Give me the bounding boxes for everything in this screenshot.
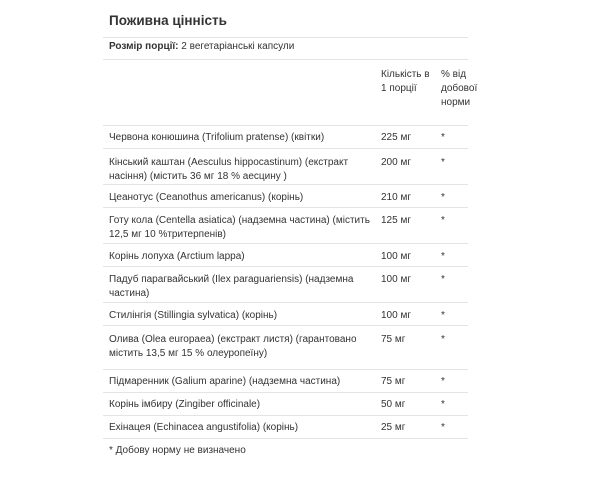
ingredient-rows bbox=[103, 126, 468, 439]
ingredient-amount: 100 мг bbox=[381, 251, 411, 262]
daily-value-column-header: % від добової норми bbox=[441, 69, 478, 108]
ingredient-daily-value: * bbox=[441, 132, 445, 143]
amount-column-header: Кількість в 1 порції bbox=[381, 69, 430, 94]
table-row bbox=[103, 185, 468, 208]
table-row bbox=[103, 126, 468, 149]
ingredient-name: Червона конюшина (Trifolium pratense) (квітки) bbox=[109, 132, 325, 143]
ingredient-daily-value: * bbox=[441, 310, 445, 321]
ingredient-daily-value: * bbox=[441, 192, 445, 203]
ingredient-amount: 100 мг bbox=[381, 310, 411, 321]
ingredient-name: Кінський каштан (Aesculus hippocastinum) (екстракт насіння) (містить 36 мг 18 % аесцину ) bbox=[109, 157, 349, 182]
ingredient-amount: 25 мг bbox=[381, 422, 406, 433]
ingredient-name: Корінь лопуха (Arctium lappa) bbox=[109, 251, 245, 262]
serving-size-row bbox=[103, 38, 468, 60]
ingredient-daily-value: * bbox=[441, 251, 445, 262]
ingredient-daily-value: * bbox=[441, 399, 445, 410]
table-row bbox=[103, 303, 468, 326]
ingredient-name: Олива (Olea europaea) (екстракт листя) (гарантовано містить 13,5 мг 15 % олеуропеїну) bbox=[109, 334, 357, 359]
panel-title: Поживна цінність bbox=[109, 13, 227, 28]
ingredient-name: Корінь імбиру (Zingiber officinale) bbox=[109, 399, 261, 410]
table-row bbox=[103, 416, 468, 439]
table-row bbox=[103, 326, 468, 370]
ingredient-name: Підмаренник (Galium aparine) (надземна частина) bbox=[109, 376, 341, 387]
ingredient-amount: 210 мг bbox=[381, 192, 411, 203]
title-row bbox=[103, 6, 468, 38]
serving-size-value: 2 вегетаріанські капсули bbox=[181, 41, 295, 52]
ingredient-amount: 225 мг bbox=[381, 132, 411, 143]
table-row bbox=[103, 267, 468, 303]
ingredient-name: Готу кола (Centella asiatica) (надземна частина) (містить 12,5 мг 10 %тритерпенів) bbox=[109, 215, 370, 240]
table-row bbox=[103, 208, 468, 244]
ingredient-amount: 75 мг bbox=[381, 376, 406, 387]
ingredient-daily-value: * bbox=[441, 215, 445, 226]
table-row bbox=[103, 370, 468, 393]
ingredient-daily-value: * bbox=[441, 422, 445, 433]
table-row bbox=[103, 149, 468, 185]
ingredient-daily-value: * bbox=[441, 376, 445, 387]
ingredient-amount: 125 мг bbox=[381, 215, 411, 226]
ingredient-daily-value: * bbox=[441, 334, 445, 345]
ingredient-name: Стилінгія (Stillingia sylvatica) (корінь) bbox=[109, 310, 278, 321]
ingredient-name: Ехінацея (Echinacea angustifolia) (корінь) bbox=[109, 422, 299, 433]
ingredient-name: Падуб парагвайський (Ilex paraguariensis) (надземна частина) bbox=[109, 274, 354, 299]
ingredient-name: Цеанотус (Ceanothus americanus) (корінь) bbox=[109, 192, 304, 203]
table-header-row bbox=[103, 60, 478, 126]
table-row bbox=[103, 244, 468, 267]
ingredient-daily-value: * bbox=[441, 157, 445, 168]
ingredient-amount: 200 мг bbox=[381, 157, 411, 168]
ingredient-amount: 50 мг bbox=[381, 399, 406, 410]
footnote: * Добову норму не визначено bbox=[109, 445, 246, 456]
ingredient-amount: 100 мг bbox=[381, 274, 411, 285]
nutrition-facts-panel bbox=[103, 6, 478, 463]
ingredient-daily-value: * bbox=[441, 274, 445, 285]
serving-size-label: Розмір порції: bbox=[109, 41, 179, 52]
ingredient-amount: 75 мг bbox=[381, 334, 406, 345]
table-row bbox=[103, 393, 468, 416]
